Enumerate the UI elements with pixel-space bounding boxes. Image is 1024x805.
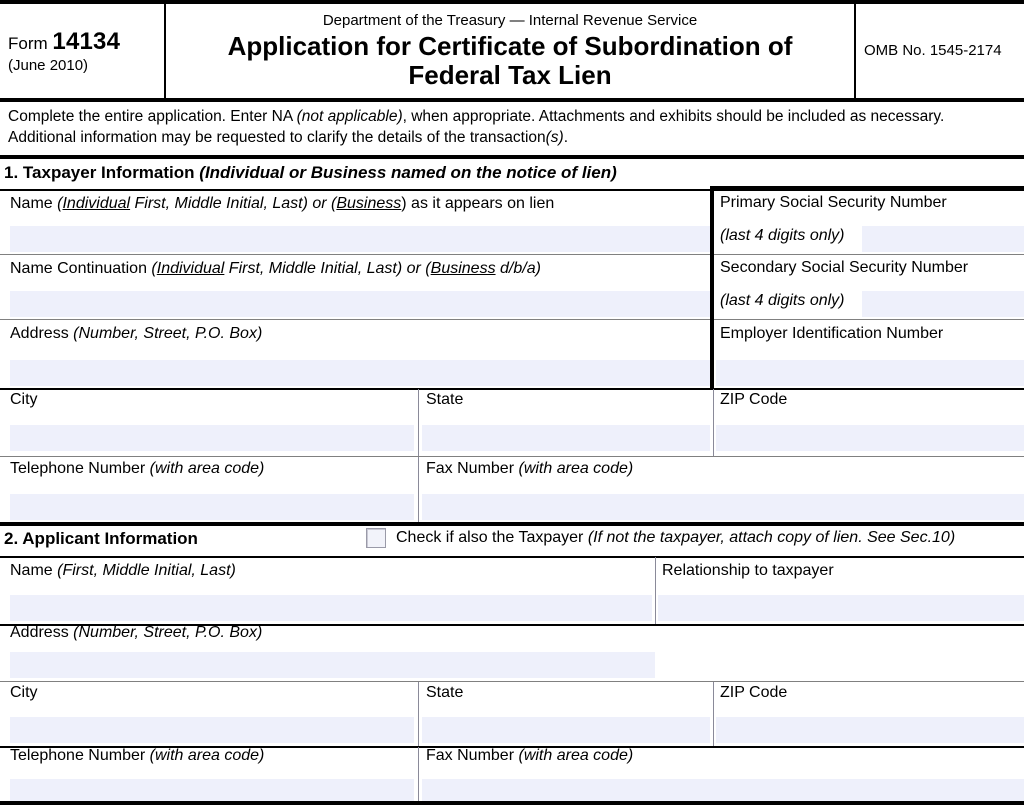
omb-number: OMB No. 1545-2174 — [864, 42, 1002, 59]
ssn-block-top-rule — [710, 186, 1024, 190]
taxpayer-zip-label: ZIP Code — [720, 391, 788, 408]
taxpayer-telephone-fax-divider — [418, 457, 419, 523]
taxpayer-name-tail: ) as it appears on lien — [401, 195, 555, 212]
applicant-name-note: (First, Middle Initial, Last) — [57, 562, 236, 579]
applicant-relationship-label: Relationship to taxpayer — [662, 562, 834, 579]
header-top-rule — [0, 0, 1024, 4]
primary-ssn-row-rule — [714, 254, 1024, 255]
applicant-name-label-text: Name — [10, 562, 53, 579]
form-number: 14134 — [52, 28, 121, 55]
applicant-telephone-label-text: Telephone Number — [10, 747, 146, 764]
taxpayer-name-cont-underline1: Individual — [156, 260, 225, 277]
form-number-block — [8, 28, 120, 56]
taxpayer-fax-label — [426, 460, 633, 478]
taxpayer-name-label — [10, 195, 554, 213]
taxpayer-name-cont-mid: First, Middle Initial, Last) or ( — [224, 260, 431, 277]
secondary-ssn-row-rule — [714, 319, 1024, 320]
secondary-ssn-input[interactable] — [862, 291, 1024, 317]
taxpayer-address-input[interactable] — [10, 360, 710, 386]
applicant-address-label — [10, 624, 262, 642]
form-title-line2: Federal Tax Lien — [408, 60, 612, 91]
form-title-line1: Application for Certificate of Subordination of — [227, 31, 793, 61]
instructions-bottom-rule — [0, 155, 1024, 159]
also-taxpayer-checkbox[interactable] — [366, 528, 386, 548]
taxpayer-name-cont-underline2: Business — [430, 260, 496, 277]
taxpayer-fax-input[interactable] — [422, 494, 1024, 520]
applicant-city-label: City — [10, 684, 38, 701]
taxpayer-name-row-rule — [0, 254, 714, 255]
taxpayer-state-zip-divider — [713, 389, 714, 456]
applicant-name-relationship-divider — [655, 557, 656, 624]
applicant-zip-label: ZIP Code — [720, 684, 788, 701]
taxpayer-name-paren: ( — [57, 195, 63, 212]
applicant-state-zip-divider — [713, 682, 714, 748]
also-taxpayer-checkbox-label[interactable] — [396, 529, 955, 547]
primary-ssn-note: (last 4 digits only) — [720, 227, 845, 244]
taxpayer-telephone-label — [10, 460, 264, 478]
taxpayer-state-label: State — [426, 391, 464, 408]
applicant-telephone-input[interactable] — [10, 779, 414, 801]
instructions-italic1: (not applicable) — [296, 108, 403, 125]
header-bottom-rule — [0, 98, 1024, 102]
primary-ssn-label: Primary Social Security Number — [720, 194, 947, 211]
ein-label: Employer Identification Number — [720, 325, 944, 342]
applicant-address-row-rule — [0, 681, 1024, 682]
secondary-ssn-label: Secondary Social Security Number — [720, 259, 969, 276]
taxpayer-address-label — [10, 325, 262, 343]
taxpayer-name-cont-row-rule — [0, 319, 714, 320]
ssn-block-left-rule — [710, 186, 714, 388]
form-bottom-rule — [0, 801, 1024, 805]
taxpayer-name-mid: First, Middle Initial, Last) or ( — [130, 195, 337, 212]
taxpayer-city-label: City — [10, 391, 38, 408]
applicant-city-state-divider — [418, 682, 419, 748]
taxpayer-city-row-rule — [0, 456, 1024, 457]
applicant-city-input[interactable] — [10, 717, 414, 743]
taxpayer-state-input[interactable] — [422, 425, 710, 451]
applicant-state-label: State — [426, 684, 464, 701]
instructions-paragraph — [8, 107, 1008, 149]
applicant-state-input[interactable] — [422, 717, 710, 743]
applicant-address-label-text: Address — [10, 624, 69, 641]
section1-heading-text: Taxpayer Information — [22, 163, 195, 182]
primary-ssn-input[interactable] — [862, 226, 1024, 252]
taxpayer-telephone-note: (with area code) — [149, 460, 265, 477]
section2-heading — [4, 529, 198, 549]
applicant-fax-label-text: Fax Number — [426, 747, 515, 764]
taxpayer-city-state-divider — [418, 389, 419, 456]
form-label: Form — [8, 34, 48, 53]
taxpayer-name-label-lead: Name — [10, 195, 53, 212]
applicant-relationship-input[interactable] — [658, 595, 1024, 621]
section2-heading-text: Applicant Information — [22, 529, 198, 548]
instructions-part2: , when appropriate. Attachments and exhibits should be included as necessary. Additional information may be requested to clarify the details of the transaction — [8, 108, 945, 146]
taxpayer-fax-note: (with area code) — [518, 460, 634, 477]
section1-heading — [4, 163, 617, 183]
secondary-ssn-note: (last 4 digits only) — [720, 292, 845, 309]
section1-heading-note: (Individual or Business named on the notice of lien) — [199, 163, 617, 182]
form-title — [170, 32, 850, 90]
applicant-name-input[interactable] — [10, 595, 652, 621]
instructions-italic2: (s) — [545, 128, 564, 146]
taxpayer-address-row-rule — [0, 388, 1024, 390]
taxpayer-telephone-label-text: Telephone Number — [10, 460, 146, 477]
taxpayer-name-continuation-label — [10, 260, 541, 278]
section1-number: 1. — [4, 163, 19, 182]
taxpayer-name-cont-paren: ( — [151, 260, 157, 277]
taxpayer-name-continuation-input[interactable] — [10, 291, 710, 317]
taxpayer-address-note: (Number, Street, P.O. Box) — [73, 325, 263, 342]
instructions-part3: . — [563, 128, 569, 146]
department-line: Department of the Treasury — Internal Revenue Service — [322, 12, 698, 29]
form-revision-date: (June 2010) — [8, 57, 89, 74]
applicant-fax-label — [426, 747, 633, 765]
also-taxpayer-label-text: Check if also the Taxpayer — [396, 529, 584, 546]
section2-top-rule — [0, 556, 1024, 558]
taxpayer-zip-input[interactable] — [716, 425, 1024, 451]
applicant-telephone-fax-divider — [418, 747, 419, 801]
also-taxpayer-note: (If not the taxpayer, attach copy of lien. See Sec.10) — [587, 529, 956, 546]
instructions-part1: Complete the entire application. Enter NA — [8, 108, 297, 125]
applicant-name-label — [10, 562, 236, 580]
taxpayer-name-input[interactable] — [10, 226, 710, 252]
taxpayer-address-label-text: Address — [10, 325, 69, 342]
taxpayer-telephone-input[interactable] — [10, 494, 414, 520]
section2-number: 2. — [4, 529, 19, 548]
taxpayer-name-underline2: Business — [336, 195, 402, 212]
applicant-fax-note: (with area code) — [518, 747, 634, 764]
applicant-telephone-label — [10, 747, 264, 765]
applicant-telephone-note: (with area code) — [149, 747, 265, 764]
section1-bottom-rule — [0, 522, 1024, 526]
taxpayer-fax-label-text: Fax Number — [426, 460, 515, 477]
taxpayer-name-cont-label-lead: Name Continuation — [10, 260, 147, 277]
taxpayer-name-cont-tail: d/b/a) — [495, 260, 541, 277]
applicant-address-input[interactable] — [10, 652, 655, 678]
ein-input[interactable] — [716, 360, 1024, 386]
applicant-fax-input[interactable] — [422, 779, 1024, 801]
applicant-address-note: (Number, Street, P.O. Box) — [73, 624, 263, 641]
taxpayer-name-underline1: Individual — [62, 195, 131, 212]
applicant-zip-input[interactable] — [716, 717, 1024, 743]
taxpayer-city-input[interactable] — [10, 425, 414, 451]
